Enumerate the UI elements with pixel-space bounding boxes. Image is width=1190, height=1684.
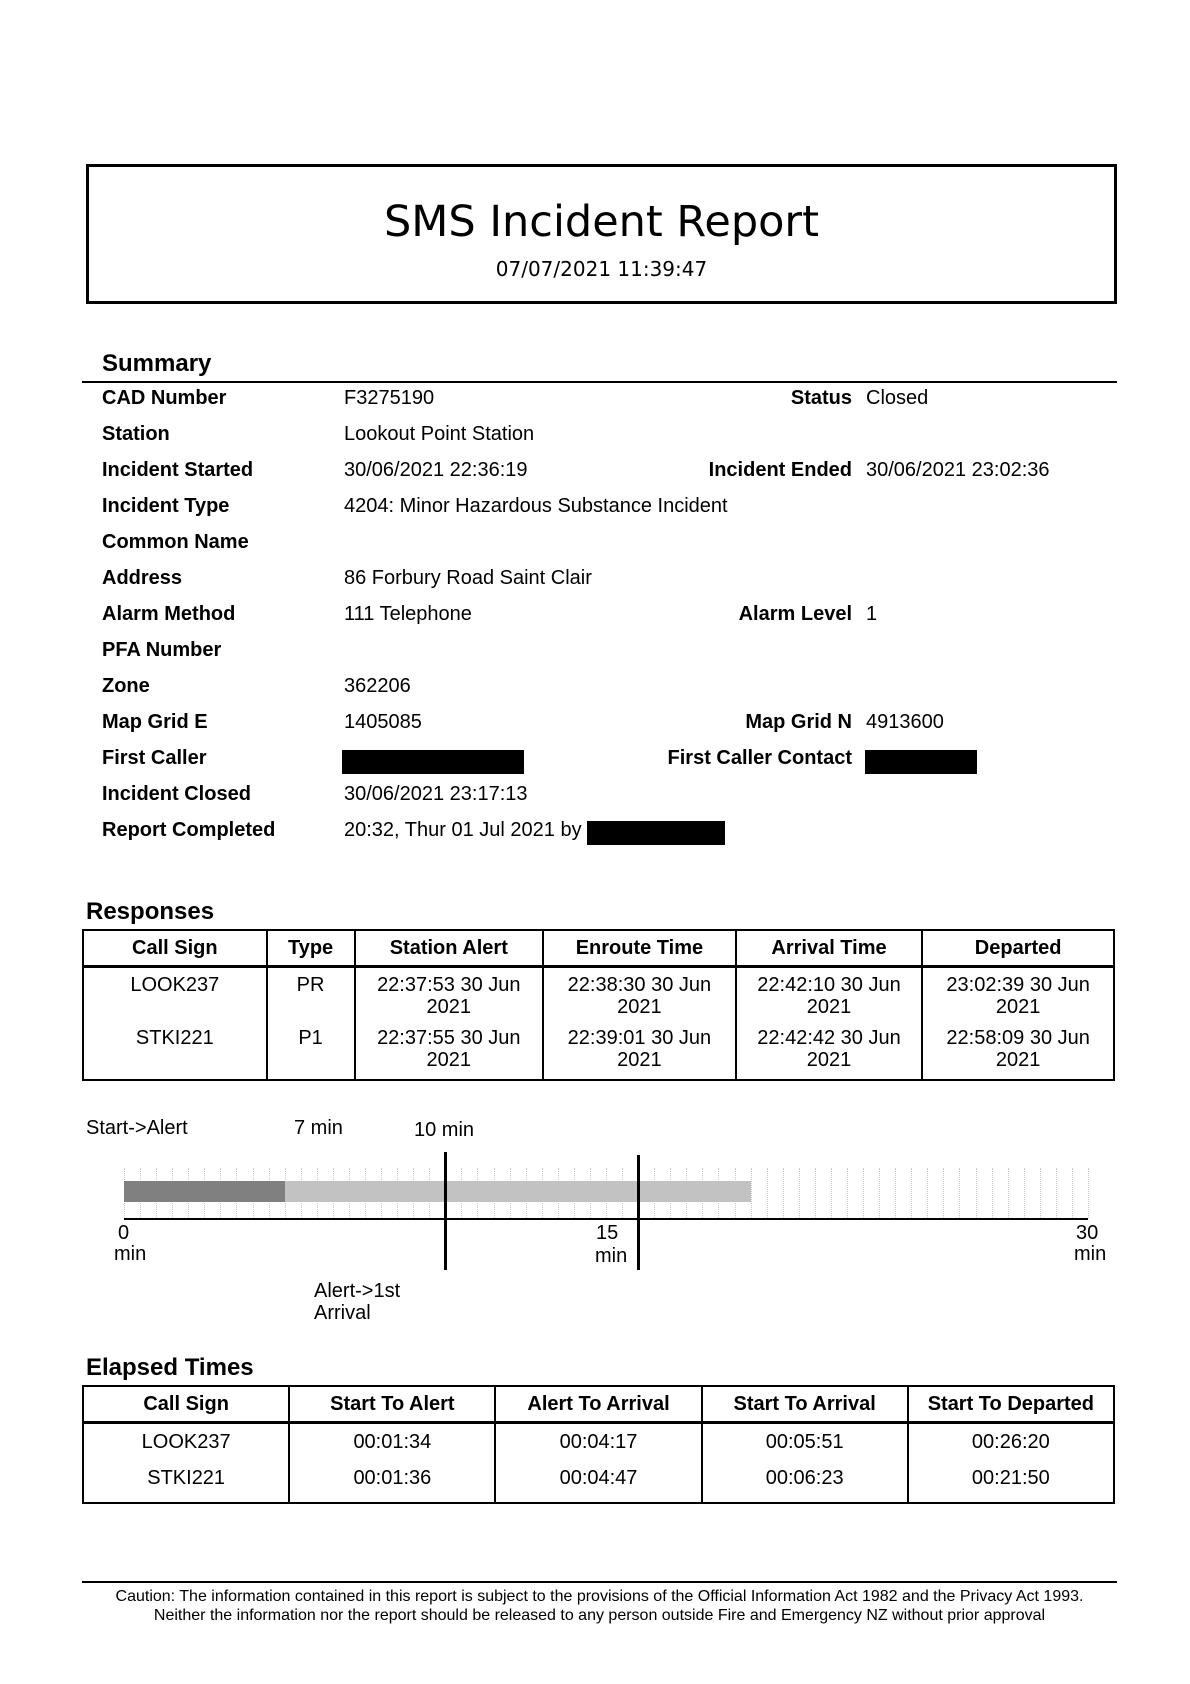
- alarm-level-label: Alarm Level: [738, 603, 852, 625]
- footer-caution-line1: Caution: The information contained in this report is subject to the provisions of the Official Information Act 1982 and the Privacy Act 1993.: [115, 1588, 1084, 1605]
- departed-cell: [922, 967, 1114, 1022]
- start-to-arrival-cell: 00:06:23: [702, 1460, 908, 1503]
- zone-label: Zone: [102, 675, 150, 697]
- first-caller-label: First Caller: [102, 747, 207, 769]
- cad-number-label: CAD Number: [102, 387, 227, 409]
- station-alert-cell: [355, 1021, 544, 1080]
- responses-col-enroute-time: Enroute Time: [543, 930, 736, 967]
- timeline-gridline: [895, 1168, 896, 1218]
- timeline-axis: [124, 1218, 1088, 1220]
- enroute-time-cell: [543, 1021, 736, 1080]
- timeline-marker-7-min: [444, 1152, 447, 1270]
- elapsed-col-start-to-departed: Start To Departed: [908, 1386, 1114, 1423]
- alarm-level-value: 1: [866, 603, 878, 625]
- call-sign-cell: LOOK237: [83, 967, 267, 1022]
- table-row: [83, 1423, 1114, 1461]
- call-sign-cell: STKI221: [83, 1460, 289, 1503]
- enroute-time-line2: 2021: [617, 1049, 662, 1071]
- start-to-alert-bar: [124, 1181, 285, 1202]
- call-sign-cell: STKI221: [83, 1021, 267, 1080]
- elapsed-table: [82, 1385, 1115, 1504]
- arrival-time-line1: 22:42:42 30 Jun: [757, 1027, 901, 1049]
- timeline-gridline: [847, 1168, 848, 1218]
- incident-ended-label: Incident Ended: [708, 459, 852, 481]
- alert-arrival-label-line1: Alert->1st: [314, 1280, 401, 1302]
- first-caller-contact-redaction: [865, 750, 977, 774]
- footer-caution-line2: Neither the information nor the report should be released to any person outside Fire and Emergency NZ without prior approval: [153, 1607, 1046, 1624]
- pfa-number-label: PFA Number: [102, 639, 222, 661]
- station-label: Station: [102, 423, 170, 445]
- report-completed-by-redaction: [587, 821, 725, 845]
- timeline-gridline: [1088, 1168, 1089, 1218]
- arrival-time-cell: [736, 1021, 923, 1080]
- timeline-gridline: [1040, 1168, 1041, 1218]
- timeline-gridline: [783, 1168, 784, 1218]
- start-to-departed-cell: 00:21:50: [908, 1460, 1114, 1503]
- report-title: SMS Incident Report: [384, 197, 819, 247]
- enroute-time-line1: 22:38:30 30 Jun: [567, 974, 712, 996]
- enroute-time-line2: 2021: [617, 996, 662, 1018]
- incident-type-value: 4204: Minor Hazardous Substance Incident: [344, 495, 728, 517]
- status-label: Status: [790, 387, 852, 409]
- axis-label-15-unit: min: [595, 1245, 628, 1267]
- responses-col-arrival-time: Arrival Time: [736, 930, 923, 967]
- timeline-gridline: [959, 1168, 960, 1218]
- incident-closed-value: 30/06/2021 23:17:13: [344, 783, 528, 805]
- enroute-time-line1: 22:39:01 30 Jun: [567, 1027, 712, 1049]
- axis-label-30: 30: [1076, 1222, 1099, 1244]
- footer-rule: [82, 1581, 1117, 1583]
- incident-started-label: Incident Started: [102, 459, 254, 481]
- incident-type-label: Incident Type: [102, 495, 230, 517]
- station-alert-cell: [355, 967, 544, 1022]
- station-alert-line2: 2021: [426, 996, 472, 1018]
- start-to-departed-cell: 00:26:20: [908, 1423, 1114, 1461]
- zone-value: 362206: [344, 675, 411, 697]
- departed-line1: 22:58:09 30 Jun: [946, 1027, 1090, 1049]
- report-header-box: [86, 164, 1117, 304]
- responses-heading: Responses: [86, 898, 215, 925]
- departed-line2: 2021: [995, 1049, 1041, 1071]
- alert-to-arrival-cell: 00:04:17: [495, 1423, 701, 1461]
- timeline-gridline: [1072, 1168, 1073, 1218]
- table-row: [83, 1460, 1114, 1503]
- responses-table: [82, 929, 1115, 1081]
- axis-label-30-unit: min: [1074, 1243, 1107, 1265]
- elapsed-heading: Elapsed Times: [86, 1354, 254, 1381]
- timeline-gridline: [1008, 1168, 1009, 1218]
- departed-cell: [922, 1021, 1114, 1080]
- timeline-gridline: [976, 1168, 977, 1218]
- station-alert-line1: 22:37:55 30 Jun: [377, 1027, 521, 1049]
- cad-number-value: F3275190: [344, 387, 435, 409]
- start-to-alert-cell: 00:01:36: [289, 1460, 495, 1503]
- call-sign-cell: LOOK237: [83, 1423, 289, 1461]
- elapsed-col-alert-to-arrival: Alert To Arrival: [495, 1386, 701, 1423]
- address-label: Address: [102, 567, 183, 589]
- status-value: Closed: [866, 387, 929, 409]
- timeline-marker-10-min: [637, 1155, 640, 1270]
- timeline-gridline: [1056, 1168, 1057, 1218]
- timeline-gridline: [927, 1168, 928, 1218]
- alarm-method-value: 111 Telephone: [344, 603, 472, 625]
- station-alert-line1: 22:37:53 30 Jun: [377, 974, 521, 996]
- first-caller-contact-label: First Caller Contact: [667, 747, 852, 769]
- incident-started-value: 30/06/2021 22:36:19: [344, 459, 528, 481]
- axis-label-0-unit: min: [114, 1243, 147, 1265]
- station-alert-line2: 2021: [426, 1049, 472, 1071]
- timeline-gridline: [815, 1168, 816, 1218]
- report-completed-label: Report Completed: [102, 819, 276, 841]
- map-grid-n-value: 4913600: [866, 711, 944, 733]
- timeline-gridline: [831, 1168, 832, 1218]
- first-caller-redaction: [342, 750, 524, 774]
- type-cell: P1: [267, 1021, 355, 1080]
- station-value: Lookout Point Station: [344, 423, 535, 445]
- common-name-label: Common Name: [102, 531, 249, 553]
- report-datetime: 07/07/2021 11:39:47: [495, 257, 708, 281]
- enroute-time-cell: [543, 967, 736, 1022]
- elapsed-col-start-to-arrival: Start To Arrival: [702, 1386, 908, 1423]
- start-to-arrival-cell: 00:05:51: [702, 1423, 908, 1461]
- summary-heading: Summary: [102, 350, 212, 377]
- start-alert-label: Start->Alert: [86, 1117, 188, 1139]
- report-completed-value: 20:32, Thur 01 Jul 2021 by: [344, 819, 582, 841]
- departed-line2: 2021: [995, 996, 1041, 1018]
- arrival-time-line2: 2021: [806, 996, 852, 1018]
- timeline-gridline: [992, 1168, 993, 1218]
- incident-closed-label: Incident Closed: [102, 783, 251, 805]
- map-grid-e-label: Map Grid E: [102, 711, 208, 733]
- arrival-time-line1: 22:42:10 30 Jun: [757, 974, 901, 996]
- start-to-alert-cell: 00:01:34: [289, 1423, 495, 1461]
- summary-rule: [82, 381, 1117, 383]
- table-row: [83, 967, 1114, 1022]
- marker-7-min-label: 7 min: [294, 1117, 343, 1139]
- responses-col-type: Type: [267, 930, 355, 967]
- alert-arrival-label-line2: Arrival: [314, 1302, 371, 1324]
- timeline-gridline: [879, 1168, 880, 1218]
- elapsed-col-call-sign: Call Sign: [83, 1386, 289, 1423]
- map-grid-n-label: Map Grid N: [745, 711, 852, 733]
- table-row: [83, 1021, 1114, 1080]
- axis-label-0: 0: [118, 1222, 130, 1244]
- map-grid-e-value: 1405085: [344, 711, 422, 733]
- timeline-gridline: [767, 1168, 768, 1218]
- responses-col-departed: Departed: [922, 930, 1114, 967]
- alert-to-arrival-cell: 00:04:47: [495, 1460, 701, 1503]
- arrival-time-line2: 2021: [806, 1049, 852, 1071]
- incident-ended-value: 30/06/2021 23:02:36: [866, 459, 1050, 481]
- arrival-time-cell: [736, 967, 923, 1022]
- timeline-gridline: [943, 1168, 944, 1218]
- responses-col-station-alert: Station Alert: [355, 930, 544, 967]
- departed-line1: 23:02:39 30 Jun: [946, 974, 1090, 996]
- axis-label-15: 15: [596, 1222, 619, 1244]
- alarm-method-label: Alarm Method: [102, 603, 236, 625]
- timeline-gridline: [751, 1168, 752, 1218]
- address-value: 86 Forbury Road Saint Clair: [344, 567, 592, 589]
- timeline-gridline: [799, 1168, 800, 1218]
- timeline-gridline: [911, 1168, 912, 1218]
- elapsed-col-start-to-alert: Start To Alert: [289, 1386, 495, 1423]
- timeline-gridline: [1024, 1168, 1025, 1218]
- timeline-gridline: [863, 1168, 864, 1218]
- marker-10-min-label: 10 min: [414, 1119, 475, 1141]
- responses-col-call-sign: Call Sign: [83, 930, 267, 967]
- type-cell: PR: [267, 967, 355, 1022]
